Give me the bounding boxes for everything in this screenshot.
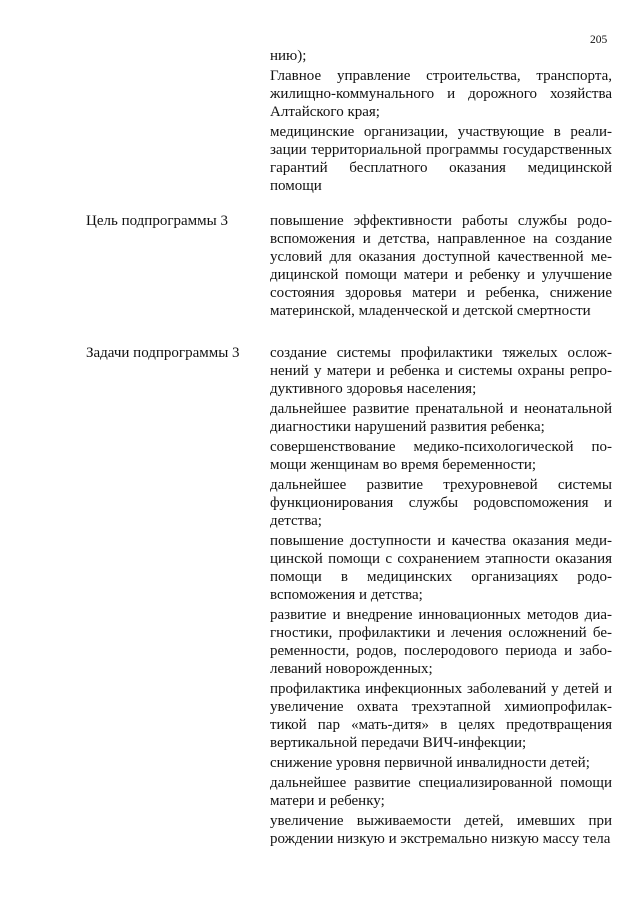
continuation-item: Главное управление строительства, транспорта, жилищно-коммунального и дорожного хозяйства Алтайского края; bbox=[270, 68, 612, 120]
task-item: профилактика инфекционных заболеваний у детей и увеличение охвата трехэтапной химиопрофилактикой пар «мать-дитя» в целях предотвращения вертикальной передачи ВИЧ-инфекции; bbox=[270, 681, 612, 751]
tasks-label: Задачи подпрограммы 3 bbox=[86, 345, 240, 361]
task-item: дальнейшее развитие трехуровневой системы функционирования службы родовспоможения и детства; bbox=[270, 477, 612, 529]
task-item: увеличение выживаемости детей, имевших при рождении низкую и экстремально низкую массу тела bbox=[270, 813, 612, 847]
task-item: дальнейшее развитие пренатальной и неонатальной диагностики нарушений развития ребенка; bbox=[270, 401, 612, 435]
continuation-cell bbox=[270, 47, 612, 195]
continuation-item: медицинские организации, участвующие в реализации территориальной программы государственных гарантий бесплатного оказания медицинской помощи bbox=[270, 124, 612, 194]
page-number: 205 bbox=[590, 34, 608, 46]
task-item: снижение уровня первичной инвалидности детей; bbox=[270, 755, 590, 771]
goal-cell bbox=[270, 212, 612, 320]
task-item: дальнейшее развитие специализированной помощи матери и ребенку; bbox=[270, 775, 612, 809]
goal-label: Цель подпрограммы 3 bbox=[86, 213, 228, 229]
tasks-cell bbox=[270, 344, 612, 848]
goal-text: повышение эффективности работы службы родовспоможения и детства, направленное на создание условий для оказания доступной качественной медицинской помощи матери и ребенку и улучшение состояния здоровья матери и ребенка, снижение материнской, младенческой и детской смертности bbox=[270, 213, 612, 319]
task-item: повышение доступности и качества оказания медицинской помощи с сохранением этапности оказания помощи в медицинских организациях родовспоможения и детства; bbox=[270, 533, 612, 603]
task-item: развитие и внедрение инновационных методов диагностики, профилактики и лечения осложнений беременности, родов, послеродового периода и заболеваний новорожденных; bbox=[270, 607, 612, 677]
task-item: совершенствование медико-психологической помощи женщинам во время беременности; bbox=[270, 439, 612, 473]
continuation-item: нию); bbox=[270, 48, 307, 64]
task-item: создание системы профилактики тяжелых осложнений у матери и ребенка и системы охраны репродуктивного здоровья населения; bbox=[270, 345, 612, 397]
